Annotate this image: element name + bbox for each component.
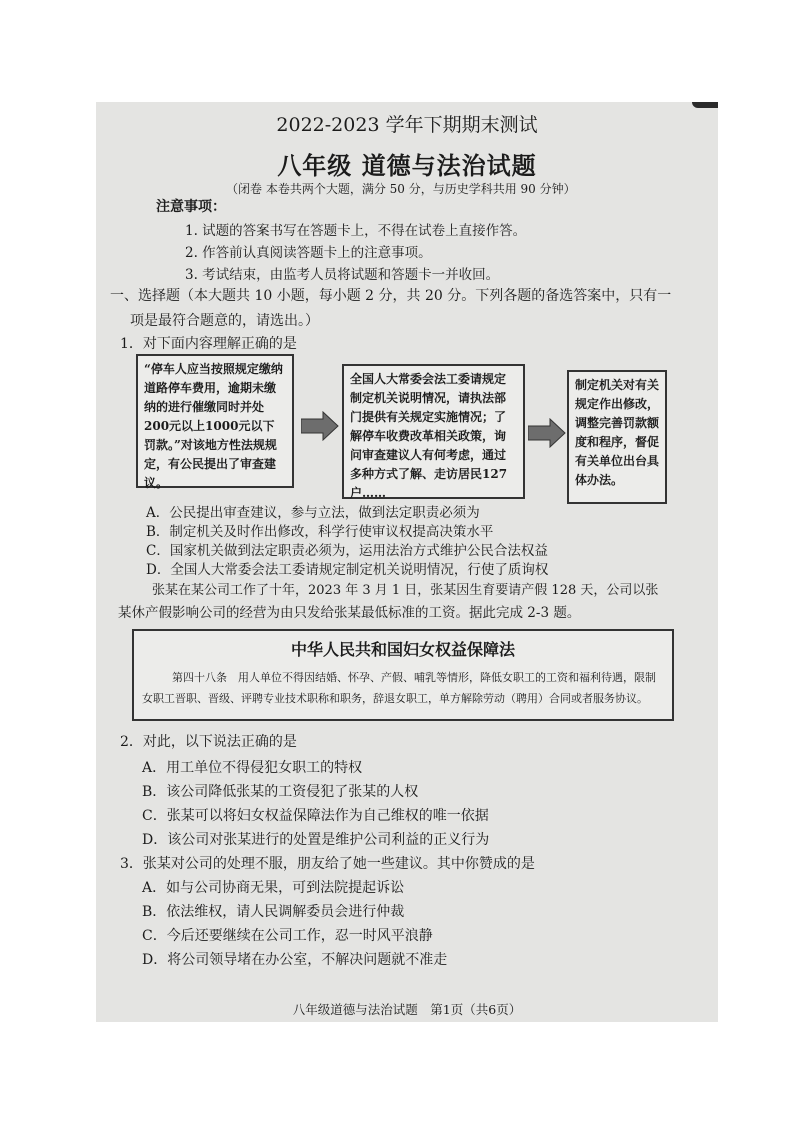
page-footer: 八年级道德与法治试题 第1页（共6页）: [292, 1002, 522, 1017]
q3-option-b: B．依法维权，请人民调解委员会进行仲裁: [142, 904, 405, 920]
question-3-stem: 3．张某对公司的处理不服，朋友给了她一些建议。其中你赞成的是: [120, 856, 535, 872]
exam-subject-title: 八年级 道德与法治试题: [277, 151, 537, 180]
q2-option-c: C．张某可以将妇女权益保障法作为自己维权的唯一依据: [142, 808, 489, 824]
q2-option-b: B．该公司降低张某的工资侵犯了张某的人权: [142, 784, 419, 800]
section-heading-cont: 项是最符合题意的，请选出。）: [130, 313, 319, 329]
exam-subtitle: （闭卷 本卷共两个大题，满分 50 分，与历史学科共用 90 分钟）: [226, 182, 576, 196]
law-excerpt-box: [132, 629, 674, 721]
q2-option-a: A．用工单位不得侵犯女职工的特权: [142, 760, 363, 776]
exam-page: [96, 102, 718, 1022]
flow-arrow-1: [301, 411, 339, 441]
notice-item: 2. 作答前认真阅读答题卡上的注意事项。: [185, 245, 432, 261]
question-2-stem: 2．对此，以下说法正确的是: [120, 734, 297, 750]
q3-option-c: C．今后还要继续在公司工作，忍一时风平浪静: [142, 928, 433, 944]
exam-title: 2022-2023 学年下期期末测试: [276, 114, 538, 136]
flow-box-1: “停车人应当按照规定缴纳道路停车费用，逾期未缴纳的进行催缴同时并处200元以上1000元以下罚款。”对该地方性法规规定，有公民提出了审查建议。: [136, 354, 294, 488]
flow-box-3: 制定机关对有关规定作出修改，调整完善罚款额度和程序，督促有关单位出台具体办法。: [567, 370, 667, 504]
q1-option-a: A．公民提出审查建议，参与立法，做到法定职责必须为: [146, 505, 480, 521]
q2-option-d: D．该公司对张某进行的处置是维护公司利益的正义行为: [142, 832, 490, 848]
material-line-1: 张某在某公司工作了十年，2023 年 3 月 1 日，张某因生育要请产假 128 天，公司以张: [152, 583, 659, 598]
law-article-text: 第四十八条 用人单位不得因结婚、怀孕、产假、哺乳等情形，降低女职工的工资和福利待遇，限制女职工晋职、晋级、评聘专业技术职称和职务，辞退女职工，单方解除劳动（聘用）合同或者服务协议。: [142, 671, 656, 705]
notice-heading: 注意事项：: [156, 199, 226, 215]
flow-arrow-2: [528, 418, 566, 448]
notice-item: 3. 考试结束，由监考人员将试题和答题卡一并收回。: [185, 267, 500, 283]
question-1-stem: 1．对下面内容理解正确的是: [120, 336, 297, 352]
q1-option-c: C．国家机关做到法定职责必须为，运用法治方式维护公民合法权益: [146, 543, 548, 559]
q1-option-d: D．全国人大常委会法工委请规定制定机关说明情况，行使了质询权: [146, 562, 549, 578]
page-corner-shadow: [692, 102, 718, 108]
law-title: 中华人民共和国妇女权益保障法: [290, 640, 515, 659]
q1-option-b: B．制定机关及时作出修改，科学行使审议权提高决策水平: [146, 524, 494, 540]
q3-option-a: A．如与公司协商无果，可到法院提起诉讼: [142, 880, 405, 896]
notice-item: 1. 试题的答案书写在答题卡上，不得在试卷上直接作答。: [185, 223, 527, 239]
flow-box-2: 全国人大常委会法工委请规定制定机关说明情况，请执法部门提供有关规定实施情况；了解停车收费改革相关政策，询问审查建议人有何考虑，通过多种方式了解、走访居民127户……: [342, 364, 525, 499]
material-line-2: 某休产假影响公司的经营为由只发给张某最低标准的工资。据此完成 2-3 题。: [118, 605, 581, 621]
section-heading: 一、选择题（本大题共 10 小题，每小题 2 分，共 20 分。下列各题的备选答案中，只有一: [110, 288, 672, 304]
q3-option-d: D．将公司领导堵在办公室，不解决问题就不准走: [142, 952, 448, 968]
